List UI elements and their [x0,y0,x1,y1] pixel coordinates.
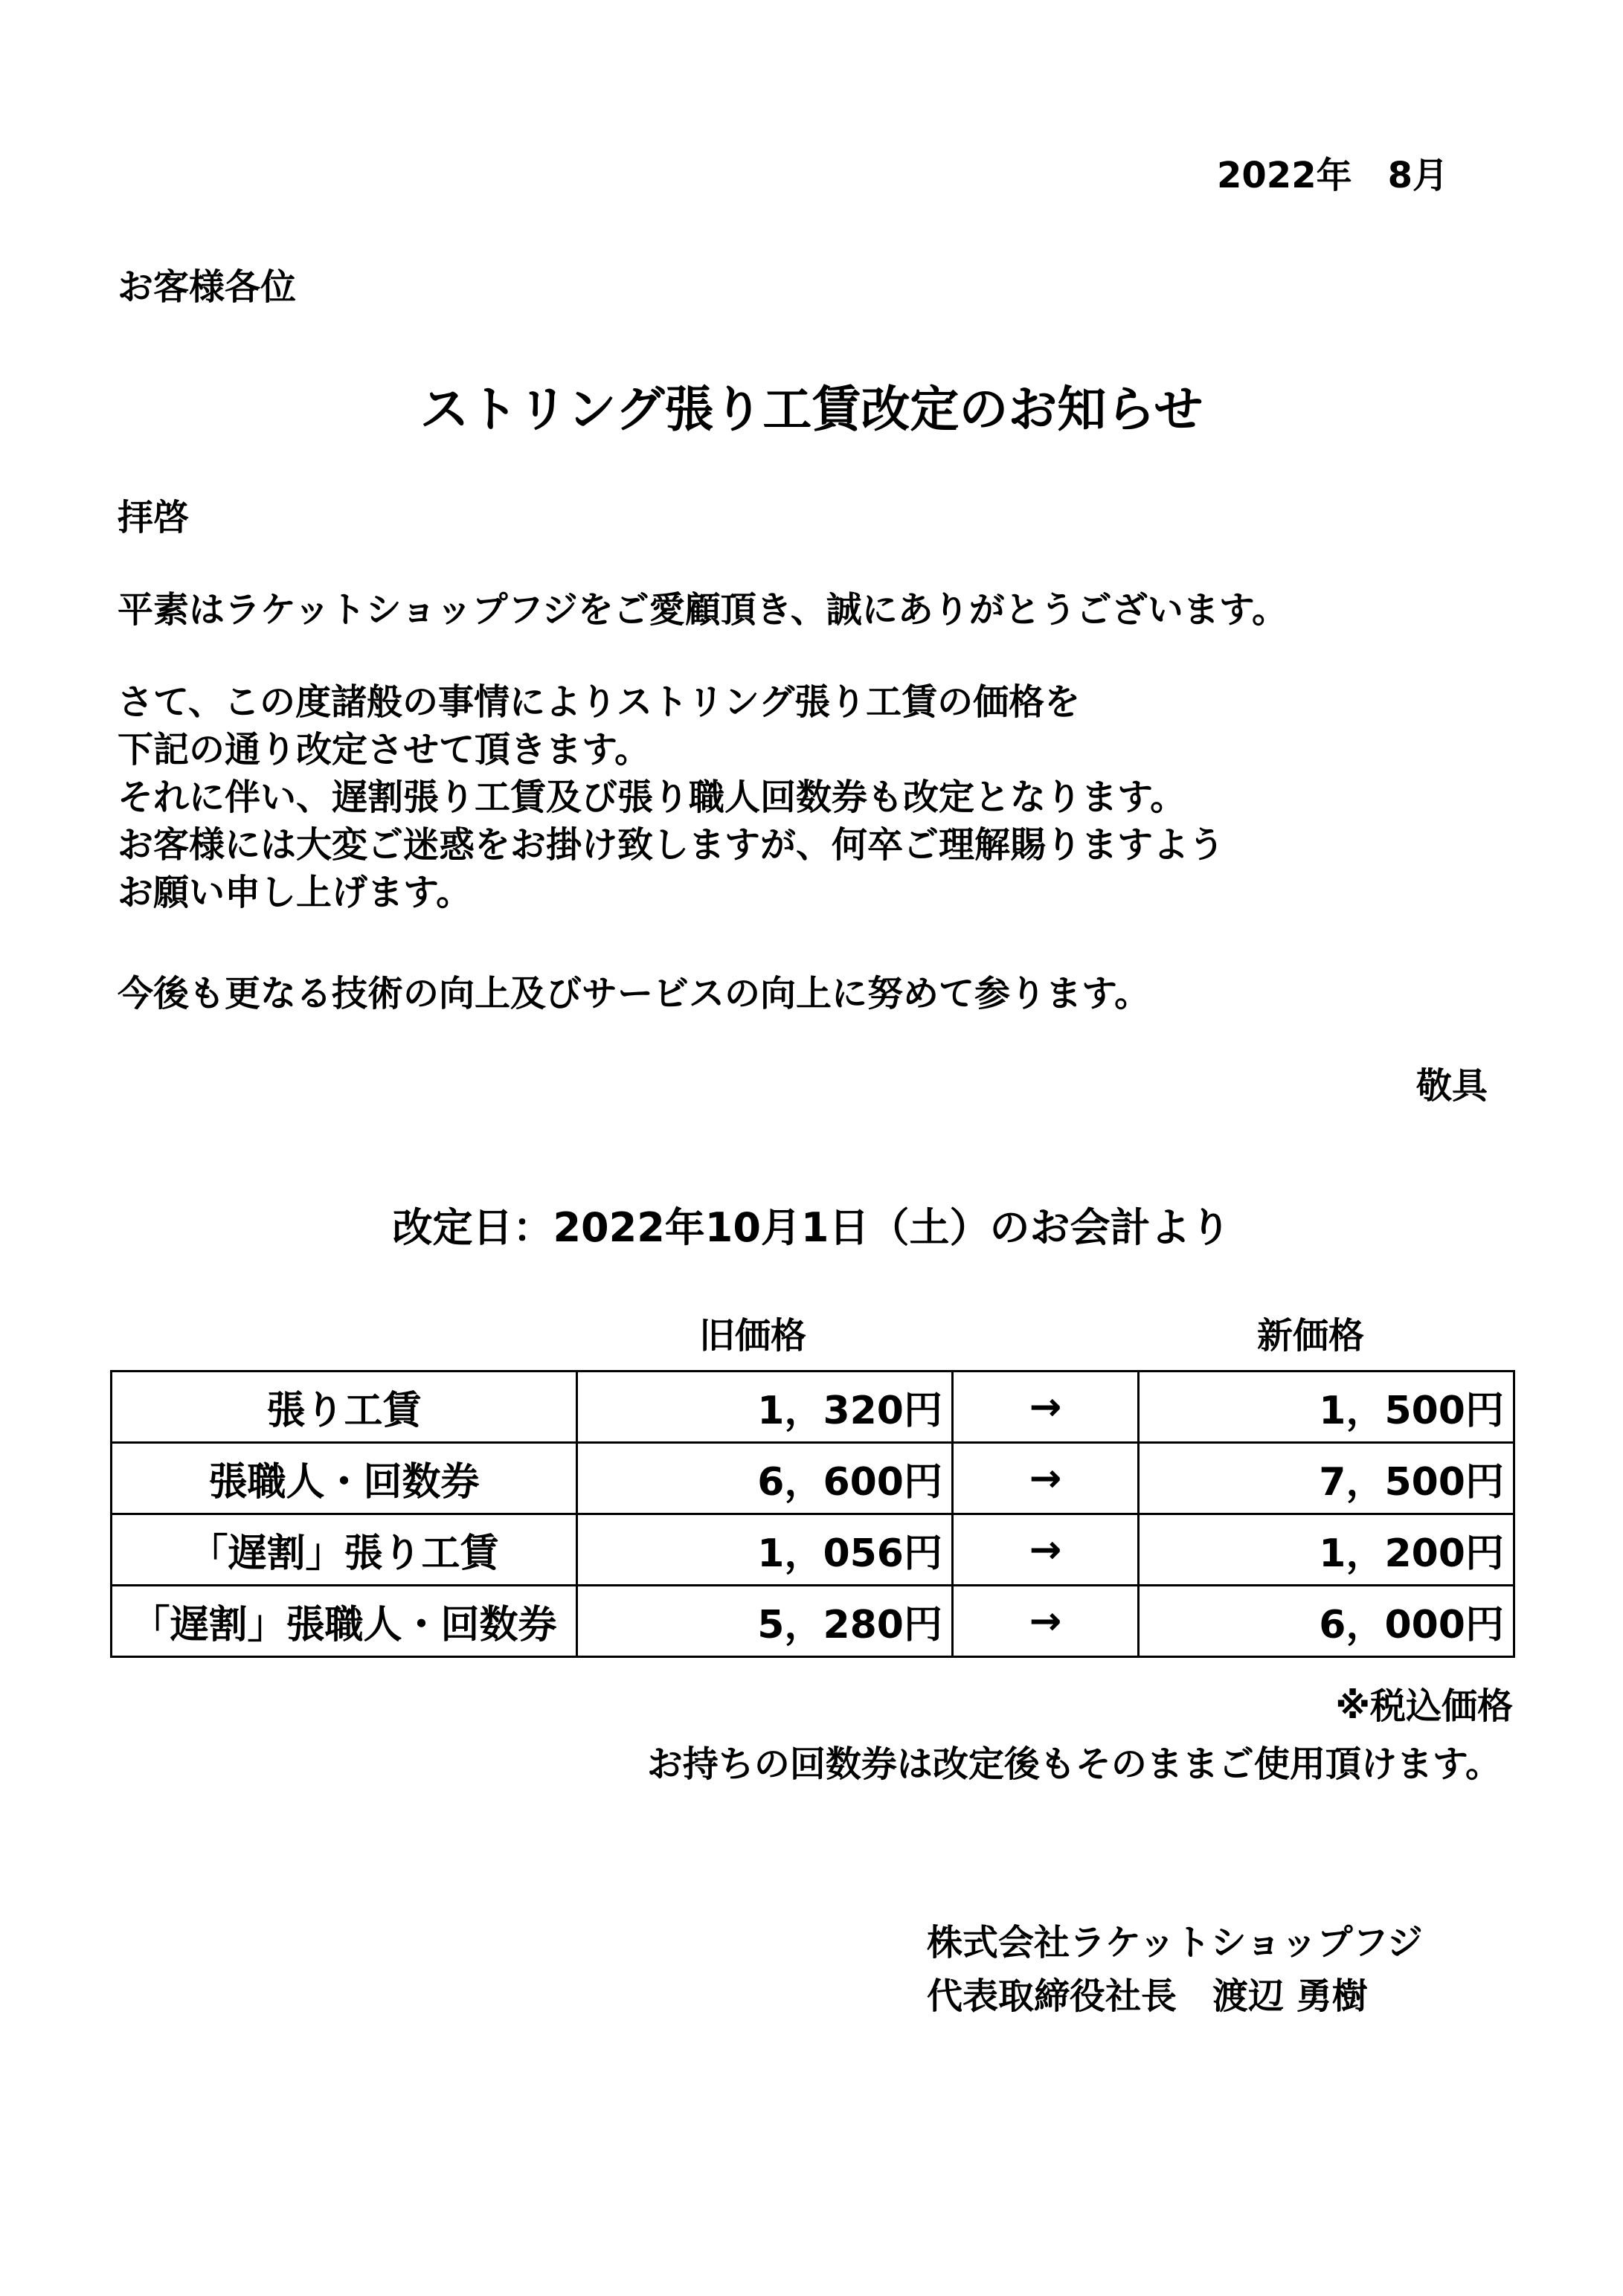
new-price: 7，500円 [1139,1443,1514,1514]
old-price: 1，056円 [577,1514,953,1586]
header-new-price: 新価格 [1257,1315,1365,1357]
item-name: 張り工賃 [112,1372,577,1443]
closing-line: 今後も更なる技術の向上及びサービスの向上に努めて参ります。 [118,973,1151,1014]
old-price: 6，600円 [577,1443,953,1514]
greeting-line: 平素はラケットショップフジをご愛顧頂き、誠にありがとうございます。 [118,589,1288,631]
body-line: 下記の通り改定させて頂きます。 [118,729,651,771]
revision-date: 改定日：2022年10月1日（土）のお会計より [392,1204,1231,1251]
body-line: お客様には大変ご迷惑をお掛け致しますが、何卒ご理解賜りますよう [118,824,1225,866]
salutation: お客様各位 [118,266,297,308]
body-line: お願い申し上げます。 [118,872,472,913]
new-price: 6，000円 [1139,1586,1514,1657]
item-name: 張職人・回数券 [112,1443,577,1514]
arrow-icon: → [953,1443,1139,1514]
body-line: さて、この度諸般の事情によりストリング張り工賃の価格を [118,681,1081,723]
price-table [110,1370,1515,1658]
closing-word: 敬具 [1416,1065,1488,1107]
new-price: 1，500円 [1139,1372,1514,1443]
old-price: 1，320円 [577,1372,953,1443]
new-price: 1，200円 [1139,1514,1514,1586]
item-name: 「遅割」張り工賃 [112,1514,577,1586]
arrow-icon: → [953,1514,1139,1586]
arrow-icon: → [953,1372,1139,1443]
body-paragraph [118,678,1224,916]
table-row [112,1514,1514,1586]
item-name: 「遅割」張職人・回数券 [112,1586,577,1657]
arrow-icon: → [953,1586,1139,1657]
tax-note: ※税込価格 [1335,1685,1513,1727]
document-title: ストリング張り工賃改定のお知らせ [420,381,1203,438]
document-date: 2022年 8月 [1217,155,1448,196]
company-name: 株式会社ラケットショップフジ [927,1922,1423,1964]
representative-name: 代表取締役社長 渡辺 勇樹 [927,1975,1368,2017]
old-price: 5，280円 [577,1586,953,1657]
table-row [112,1443,1514,1514]
body-line: それに伴い、遅割張り工賃及び張り職人回数券も改定となります。 [118,776,1186,818]
opening-word: 拝啓 [118,497,190,538]
ticket-note: お持ちの回数券は改定後もそのままご使用頂けます。 [646,1743,1501,1785]
table-row [112,1586,1514,1657]
header-old-price: 旧価格 [699,1315,807,1357]
table-row [112,1372,1514,1443]
